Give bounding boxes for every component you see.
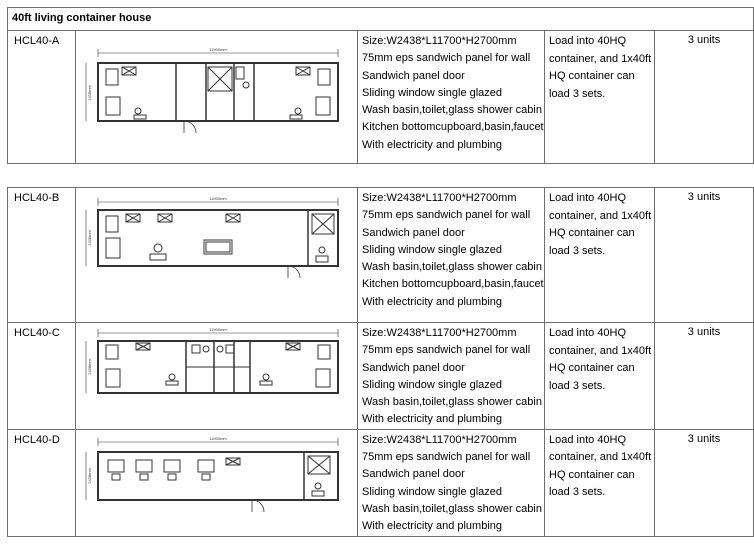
spec-line: Size:W2438*L11700*H2700mm — [362, 35, 517, 47]
spec-line: Wash basin,toilet,glass shower cabin — [362, 104, 542, 117]
height-label: 2438mm — [87, 468, 92, 484]
loading-cell — [545, 188, 655, 323]
loading-line: container, and 1x40ft — [549, 52, 652, 65]
model-name: HCL40-A — [8, 31, 76, 164]
spec-cell — [358, 31, 545, 164]
floor-plan-cell — [76, 429, 358, 536]
loading-line: load 3 sets. — [549, 244, 606, 257]
floor-plan-c — [76, 323, 358, 421]
spec-line: 75mm eps sandwich panel for wall — [362, 209, 531, 222]
loading-line: load 3 sets. — [549, 379, 606, 392]
spec-line: Sandwich panel door — [362, 361, 465, 374]
height-label: 2438mm — [87, 230, 92, 246]
table-row — [8, 323, 754, 430]
spec-line: With electricity and plumbing — [362, 138, 503, 151]
spec-line: Wash basin,toilet,glass shower cabin — [362, 396, 542, 409]
dimension-label: 11900mm — [209, 196, 227, 201]
spec-line: With electricity and plumbing — [362, 520, 503, 533]
spec-cell — [358, 429, 545, 536]
spec-line: Wash basin,toilet,glass shower cabin — [362, 261, 542, 274]
loading-line: Load into 40HQ — [549, 433, 627, 446]
quantity-cell: 3 units — [655, 188, 754, 323]
floor-plan-cell — [76, 323, 358, 430]
dimension-label: 11900mm — [209, 47, 227, 52]
product-table-top — [7, 7, 754, 164]
loading-cell — [545, 31, 655, 164]
loading-line: load 3 sets. — [549, 87, 606, 100]
dimension-label: 11900mm — [209, 435, 227, 441]
table-row — [8, 429, 754, 536]
loading-line: container, and 1x40ft — [549, 209, 652, 222]
floor-plan-b — [76, 188, 358, 322]
loading-line: load 3 sets. — [549, 486, 606, 499]
table-row — [8, 188, 754, 323]
floor-plan-cell — [76, 188, 358, 323]
spec-line: Size:W2438*L11700*H2700mm — [362, 192, 517, 204]
spec-line: Kitchen bottomcupboard,basin,faucet — [362, 278, 544, 291]
quantity-cell: 3 units — [655, 429, 754, 536]
model-name: HCL40-B — [8, 188, 76, 323]
product-table-bottom — [7, 187, 754, 537]
spec-line: Sandwich panel door — [362, 226, 465, 239]
loading-line: Load into 40HQ — [549, 192, 627, 204]
spec-line: Size:W2438*L11700*H2700mm — [362, 433, 517, 446]
loading-line: Load into 40HQ — [549, 35, 627, 47]
floor-plan-cell — [76, 31, 358, 164]
spec-line: Wash basin,toilet,glass shower cabin — [362, 502, 542, 515]
height-label: 2438mm — [87, 85, 92, 101]
spec-line: Size:W2438*L11700*H2700mm — [362, 327, 517, 339]
spec-line: 75mm eps sandwich panel for wall — [362, 451, 531, 464]
loading-line: HQ container can — [549, 70, 635, 82]
spec-line: Sliding window single glazed — [362, 86, 503, 99]
floor-plan-a — [76, 31, 358, 163]
loading-line: HQ container can — [549, 227, 635, 239]
loading-cell — [545, 323, 655, 430]
spec-line: Kitchen bottomcupboard,basin,faucet — [362, 121, 544, 134]
spec-cell — [358, 188, 545, 323]
model-name: HCL40-C — [8, 323, 76, 430]
spec-line: 75mm eps sandwich panel for wall — [362, 344, 531, 357]
dimension-label: 11900mm — [209, 327, 227, 332]
loading-cell — [545, 429, 655, 536]
spec-line: Sliding window single glazed — [362, 243, 503, 256]
floor-plan-d — [76, 430, 358, 532]
section-title: 40ft living container house — [8, 8, 754, 31]
loading-line: HQ container can — [549, 468, 635, 481]
spec-line: With electricity and plumbing — [362, 295, 503, 308]
spec-line: 75mm eps sandwich panel for wall — [362, 52, 531, 65]
loading-line: Load into 40HQ — [549, 327, 627, 339]
loading-line: container, and 1x40ft — [549, 344, 652, 357]
spec-line: Sandwich panel door — [362, 468, 465, 481]
spec-line: Sliding window single glazed — [362, 378, 503, 391]
spec-cell — [358, 323, 545, 430]
table-row — [8, 31, 754, 164]
model-name: HCL40-D — [8, 429, 76, 536]
quantity-cell: 3 units — [655, 323, 754, 430]
spec-line: Sliding window single glazed — [362, 485, 503, 498]
loading-line: container, and 1x40ft — [549, 451, 652, 464]
spec-line: Sandwich panel door — [362, 69, 465, 82]
loading-line: HQ container can — [549, 362, 635, 374]
quantity-cell: 3 units — [655, 31, 754, 164]
spec-line: With electricity and plumbing — [362, 413, 503, 426]
height-label: 2438mm — [87, 359, 92, 375]
